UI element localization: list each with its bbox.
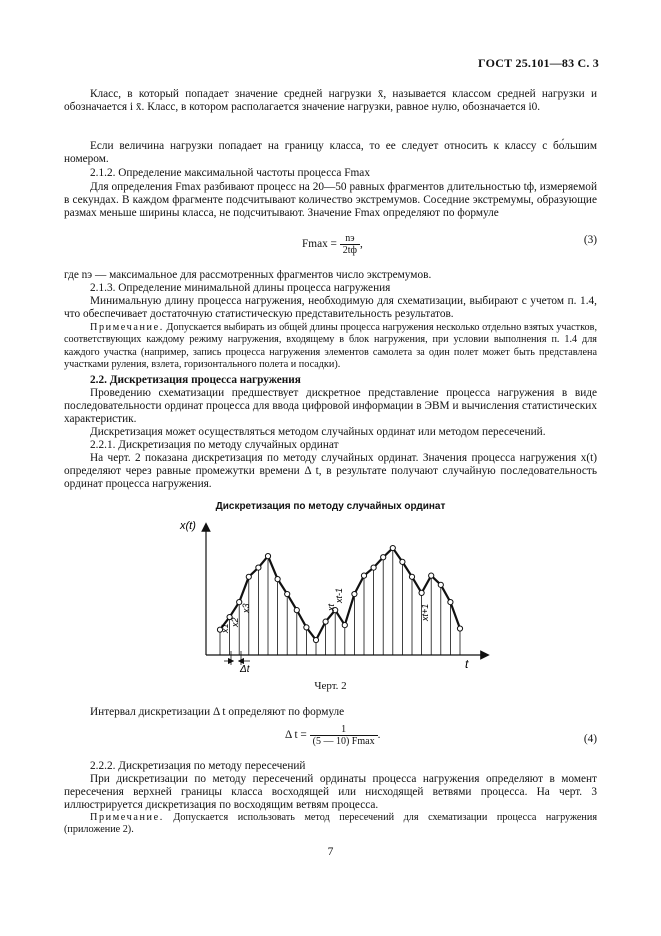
paragraph-random-ordinates: На черт. 2 показана дискретизация по методу случайных ординат. Значения процесса нагружения x(t) определяют через равные промежутки времени Δ t, в результате получают случайную последовательность ординат процесса нагружения.	[64, 452, 597, 491]
formula-3-tail: ,	[360, 238, 363, 251]
sample-point	[381, 555, 386, 560]
sample-point	[457, 626, 462, 631]
section-2-1-3-title: 2.1.3. Определение минимальной длины процесса нагружения	[90, 282, 391, 294]
sample-point	[448, 600, 453, 605]
note-2-label: Примечание.	[90, 812, 164, 823]
sample-point	[265, 554, 270, 559]
note-1	[64, 322, 597, 372]
formula-3-number: (3)	[583, 234, 597, 246]
sample-point	[285, 591, 290, 596]
sample-point	[409, 574, 414, 579]
label-xt-1: xt-1	[334, 587, 344, 603]
note-2-text: Допускается использовать метод пересечений для схематизации процесса нагружения (приложение 2).	[64, 812, 598, 836]
delta-t-label: Δt	[240, 664, 250, 675]
paragraph-min-length: Минимальную длину процесса нагружения, необходимую для схематизации, выбирают с учетом п. 1.4, что обеспечивает достаточную статистическую представительность результатов.	[64, 295, 597, 321]
label-x3: x3	[241, 603, 251, 613]
chart-title: Дискретизация по методу случайных ординат	[215, 501, 446, 512]
sample-point	[361, 573, 366, 578]
paragraph-fmax: Для определения Fmax разбивают процесс на 20—50 равных фрагментов длительностью tф, измеряемой в секундах. В каждом фрагменте подсчитывают количество экстремумов. Соседние экстремумы, образующие размах меньше ширины класса, не подсчитывают. Значение Fmax определяют по формуле	[64, 181, 597, 220]
section-2-2-1-title: 2.2.1. Дискретизация по методу случайных ординат	[90, 439, 339, 451]
figure-caption: Черт. 2	[314, 680, 347, 692]
paragraph-class-average: Класс, в который попадает значение средней нагрузки x̄, называется классом средней нагрузки и обозначается i x̄. Класс, в котором располагается значение нагрузки, равное нулю, обозначается i0.	[64, 88, 597, 114]
sample-point	[313, 637, 318, 642]
paragraph-ne-definition: где nэ — максимальное для рассмотренных фрагментов число экстремумов.	[64, 269, 432, 281]
sample-point	[256, 565, 261, 570]
sample-point	[429, 573, 434, 578]
note-2	[64, 812, 597, 837]
formula-4-numerator: 1	[310, 724, 378, 736]
sample-point	[371, 565, 376, 570]
sample-point	[342, 623, 347, 628]
sample-point	[246, 574, 251, 579]
formula-4-number: (4)	[583, 733, 597, 745]
formula-4-tail: .	[377, 729, 381, 742]
paragraph-discretization: Проведению схематизации предшествует дискретное представление процесса нагружения в виде последовательности ординат процесса для ввода цифровой информации в ЭВМ и вычисления статистических характеристик.	[64, 387, 597, 426]
formula-3-lhs: Fmax =	[302, 238, 337, 251]
formula-4-lhs: Δ t =	[285, 729, 307, 742]
sample-point	[275, 577, 280, 582]
ordinate-labels	[220, 588, 430, 634]
paragraph-methods: Дискретизация может осуществляться методом случайных ординат или методом пересечений.	[90, 426, 546, 438]
paragraph-class-boundary: Если величина нагрузки попадает на границу класса, то ее следует относить к классу с бо́льшим номером.	[64, 140, 597, 166]
x-axis-label: t	[465, 657, 469, 671]
note-1-label: Примечание.	[90, 322, 164, 333]
section-2-2-title: 2.2. Дискретизация процесса нагружения	[90, 374, 301, 386]
chart-random-ordinates	[0, 515, 661, 675]
label-x2: x2	[230, 617, 240, 627]
formula-4-fraction	[310, 724, 378, 747]
sample-point	[419, 590, 424, 595]
note-1-text: Допускается выбирать из общей длины процесса нагружения несколько отдельно взятых участков, соответствующих каждому режиму нагружения, входящему в блок нагружения, при условии выполнения п. 1.4 для каждого участка (например, запись процесса нагружения элементов самолета за один полет может быть представлена участками руления, взлета, горизонтального полета и посадки).	[64, 322, 597, 371]
label-xt: xt	[326, 603, 336, 611]
sample-point	[400, 559, 405, 564]
paragraph-crossings: При дискретизации по методу пересечений ординаты процесса нагружения определяют в момент пересечения верхней границы класса восходящей или нисходящей ветвями процесса. На черт. 3 иллюстрируется дискретизация по восходящим ветвям процесса.	[64, 773, 597, 812]
label-x1: x1	[220, 623, 230, 633]
label-xt+1: xt+1	[420, 603, 430, 621]
formula-4-denominator: (5 — 10) Fmax	[312, 736, 375, 747]
sample-point	[352, 591, 357, 596]
formula-3-numerator: nэ	[340, 233, 360, 245]
y-axis-label: x(t)	[180, 520, 196, 532]
section-2-1-2-title: 2.1.2. Определение максимальной частоты процесса Fmax	[90, 167, 370, 179]
section-2-2-2-title: 2.2.2. Дискретизация по методу пересечений	[90, 760, 306, 772]
formula-3	[302, 233, 363, 256]
sample-point	[323, 619, 328, 624]
page-number: 7	[327, 846, 334, 858]
sample-point	[294, 608, 299, 613]
formula-3-fraction	[340, 233, 360, 256]
formula-4	[285, 724, 380, 747]
page-header: ГОСТ 25.101—83 С. 3	[478, 56, 599, 70]
sample-point	[438, 582, 443, 587]
paragraph-delta-t: Интервал дискретизации Δ t определяют по формуле	[90, 706, 345, 718]
formula-3-denominator: 2tф	[342, 245, 358, 256]
sample-point	[390, 545, 395, 550]
sample-point	[304, 625, 309, 630]
